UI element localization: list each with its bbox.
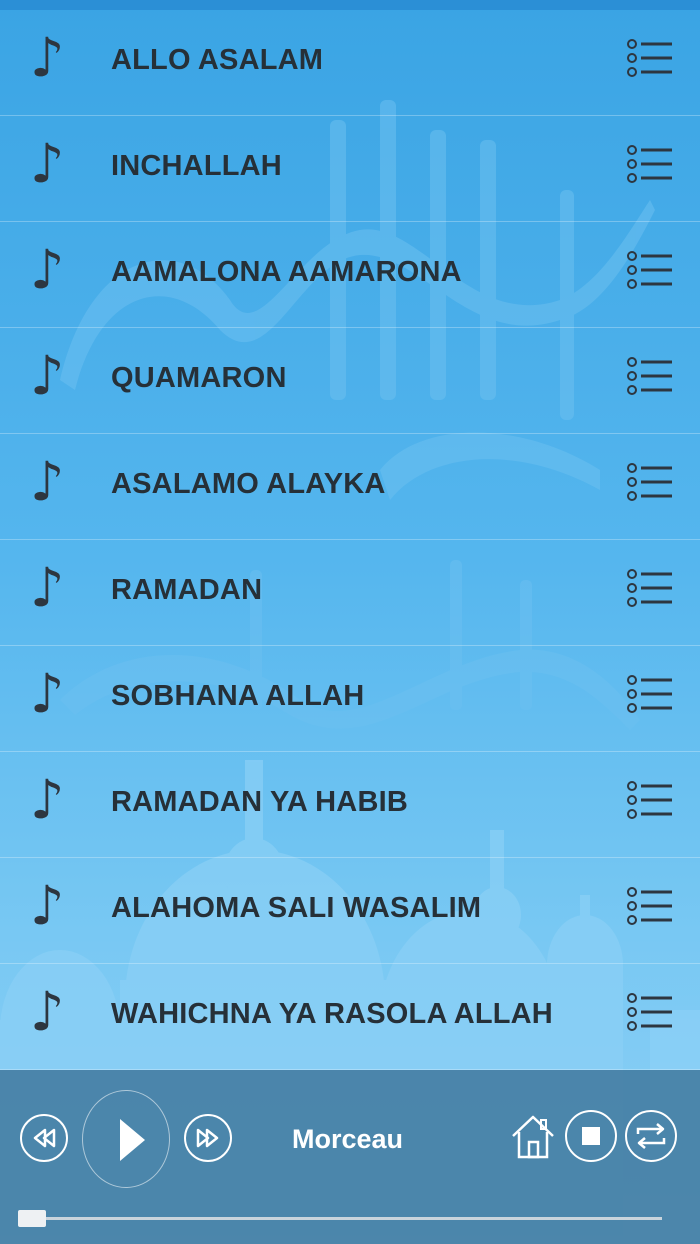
list-options-icon[interactable] (626, 356, 674, 396)
list-options-icon[interactable] (626, 780, 674, 820)
list-options-icon[interactable] (626, 38, 674, 78)
seek-bar[interactable] (32, 1217, 662, 1220)
list-options-icon[interactable] (626, 568, 674, 608)
music-note-icon: ♪ (30, 980, 65, 1043)
play-icon (83, 1091, 168, 1186)
track-title: INCHALLAH (111, 150, 282, 182)
playlist-row[interactable] (0, 964, 700, 1070)
music-note-icon: ♪ (30, 344, 65, 407)
playlist-row[interactable] (0, 10, 700, 116)
music-note-icon: ♪ (30, 874, 65, 937)
playlist-row[interactable] (0, 222, 700, 328)
list-options-icon[interactable] (626, 144, 674, 184)
stop-icon (567, 1112, 615, 1160)
play-button[interactable] (82, 1090, 170, 1188)
fast-forward-button[interactable] (184, 1114, 232, 1162)
music-note-icon: ♪ (30, 768, 65, 831)
track-title: ASALAMO ALAYKA (111, 468, 386, 500)
playlist-row[interactable] (0, 434, 700, 540)
playlist-row[interactable] (0, 752, 700, 858)
music-note-icon: ♪ (30, 238, 65, 301)
track-title: ALLO ASALAM (111, 44, 324, 76)
list-options-icon[interactable] (626, 674, 674, 714)
track-title: QUAMARON (111, 362, 287, 394)
track-title: SOBHANA ALLAH (111, 680, 365, 712)
playlist-row[interactable] (0, 328, 700, 434)
repeat-button[interactable] (625, 1110, 677, 1162)
track-label: Morceau (292, 1124, 404, 1154)
playlist-row[interactable] (0, 646, 700, 752)
music-note-icon: ♪ (30, 450, 65, 513)
home-icon (510, 1112, 556, 1160)
player-bar (0, 1070, 700, 1244)
playlist (0, 10, 700, 1070)
track-title: RAMADAN YA HABIB (111, 786, 408, 818)
playlist-row[interactable] (0, 540, 700, 646)
fast-forward-icon (186, 1116, 230, 1160)
seek-thumb[interactable] (18, 1210, 46, 1227)
home-button[interactable] (510, 1112, 556, 1160)
rewind-button[interactable] (20, 1114, 68, 1162)
stop-button[interactable] (565, 1110, 617, 1162)
playlist-row[interactable] (0, 116, 700, 222)
music-note-icon: ♪ (30, 662, 65, 725)
track-title: WAHICHNA YA RASOLA ALLAH (111, 998, 553, 1030)
playlist-row[interactable] (0, 858, 700, 964)
music-note-icon: ♪ (30, 556, 65, 619)
music-note-icon: ♪ (30, 132, 65, 195)
rewind-icon (22, 1116, 66, 1160)
music-note-icon: ♪ (30, 26, 65, 89)
list-options-icon[interactable] (626, 462, 674, 502)
track-title: ALAHOMA SALI WASALIM (111, 892, 482, 924)
track-title: RAMADAN (111, 574, 263, 606)
list-options-icon[interactable] (626, 250, 674, 290)
list-options-icon[interactable] (626, 992, 674, 1032)
track-title: AAMALONA AAMARONA (111, 256, 462, 288)
repeat-icon (627, 1112, 675, 1160)
list-options-icon[interactable] (626, 886, 674, 926)
